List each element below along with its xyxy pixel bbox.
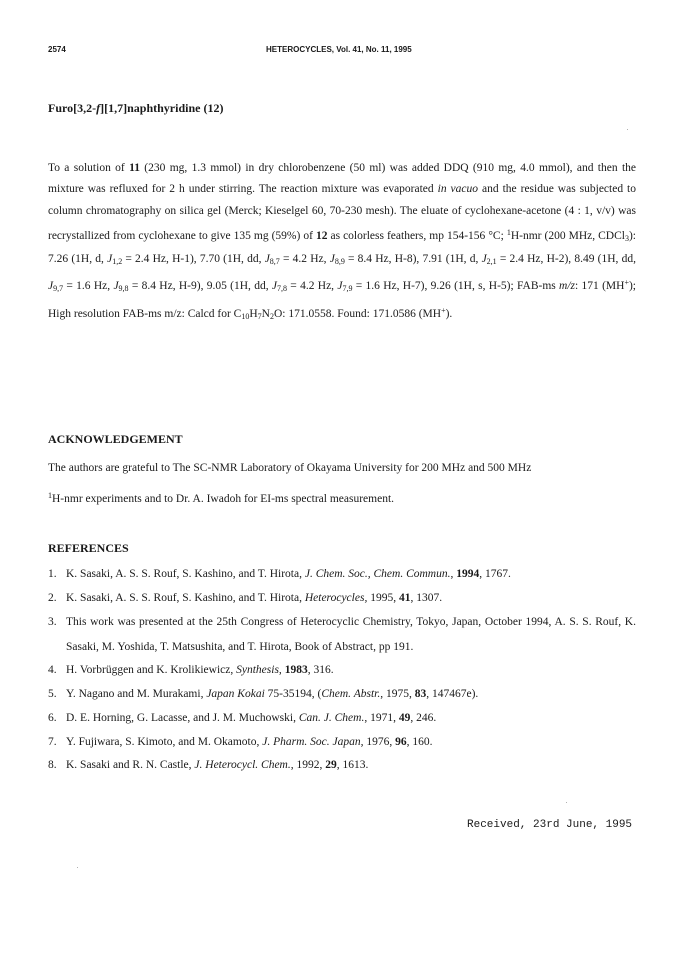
reference-item: 7. Y. Fujiwara, S. Kimoto, and M. Okamoto, J. Pharm. Soc. Japan, 1976, 96, 160. (48, 731, 636, 755)
compound-number: 11 (129, 162, 140, 174)
reference-item: 5. Y. Nagano and M. Murakami, Japan Kokai 75-35194, (Chem. Abstr., 1975, 83, 147467e). (48, 683, 636, 707)
references-heading: REFERENCES (48, 541, 129, 555)
compound-title-italic: f (96, 101, 101, 115)
compound-title (48, 101, 223, 116)
reference-number: 1. (48, 568, 57, 580)
reference-number: 8. (48, 759, 57, 772)
reference-item: 6. D. E. Horning, G. Lacasse, and J. M. Muchowski, Can. J. Chem., 1971, 49, 246. (48, 707, 636, 731)
scan-speck (566, 802, 567, 803)
journal-header: HETEROCYCLES, Vol. 41, No. 11, 1995 (266, 45, 412, 54)
experimental-procedure: To a solution of 11 (230 mg, 1.3 mmol) in dry chlorobenzene (50 ml) was added DDQ (910 mg, 4.0 mmol), and then the mixture was refluxed for 2 h under stirring. The reaction mixture was evaporated in vacuo and the residue was subjected to column chromatography on silica gel (Merck; Kieselgel 60, 70-230 mesh). The eluate of cyclohexane-acetone (4 : 1, v/v) was recrystallized from cyclohexane to give 135 mg (59%) of 12 as colorless feathers, mp 154-156 °C; $^1$H-nmr (200 MHz, CDCl$_3$): 7.26 (1H, d, $J_{1,2} = 2.4$ Hz, H-1), 7.70 (1H, dd, $J_{8,7} = 4.2$ Hz, $J_{8,9} = 8.4$ Hz, H-8), 7.91 (1H, d, $J_{2,1} = 2.4$ Hz, H-2), 8.49 (1H, dd, $J_{9,7} = 1.6$ Hz, $J_{9,8} = 8.4$ Hz, H-9), 9.05 (1H, dd, $J_{7,8} = 4.2$ Hz, $J_{7,9} = 1.6$ Hz, H-7), 9.26 (1H, s, H-5); FAB-ms m/z: 171 (MH+); High resolution FAB-ms m/z: Calcd for $C_{10}H_7N_2O$: 171.0558. Found: 171.0586 (MH+). (48, 162, 637, 321)
reference-number: 3. (48, 616, 57, 629)
compound-title-part: Furo[3,2- (48, 101, 97, 115)
reference-number: 5. (48, 688, 57, 701)
reference-item: 2. K. Sasaki, A. S. S. Rouf, S. Kashino, and T. Hirota, Heterocycles, 1995, 41, 1307. (48, 587, 636, 611)
reference-item: 1. K. Sasaki, A. S. S. Rouf, S. Kashino, and T. Hirota, J. Chem. Soc., Chem. Commun., 1994, 1767. (48, 563, 636, 587)
acknowledgement-text: The authors are grateful to The SC-NMR Laboratory of Okayama University for 200 MHz and 500 MHz $^1$H-nmr experiments and to Dr. A. Iwadoh for EI-ms spectral measurement. (48, 462, 532, 505)
scan-speck (627, 129, 628, 130)
reference-number: 2. (48, 591, 57, 604)
compound-number: 12 (315, 229, 328, 242)
compound-title-part: ][1,7]naphthyridine (12) (100, 101, 224, 115)
page-number: 2574 (48, 45, 66, 54)
scan-speck (77, 867, 78, 868)
reference-number: 4. (48, 664, 57, 677)
reference-number: 7. (48, 735, 57, 748)
received-date: Received, 23rd June, 1995 (467, 819, 633, 831)
reference-item: 8. K. Sasaki and R. N. Castle, J. Heterocycl. Chem., 1992, 29, 1613. (48, 754, 636, 778)
running-header (48, 45, 638, 59)
reference-item: 3. This work was presented at the 25th Congress of Heterocyclic Chemistry, Tokyo, Japan, October 1994, A. S. S. Rouf, K. Sasaki, M. Yoshida, T. Matsushita, and T. Hirota, Book of Abstract, pp 191. (48, 610, 636, 659)
reference-item: 4. H. Vorbrüggen and K. Krolikiewicz, Synthesis, 1983, 316. (48, 659, 636, 683)
acknowledgement-heading: ACKNOWLEDGEMENT (48, 432, 183, 446)
in-vacuo-term: in vacuo (437, 183, 479, 196)
reference-number: 6. (48, 711, 57, 724)
reference-list (48, 563, 636, 778)
